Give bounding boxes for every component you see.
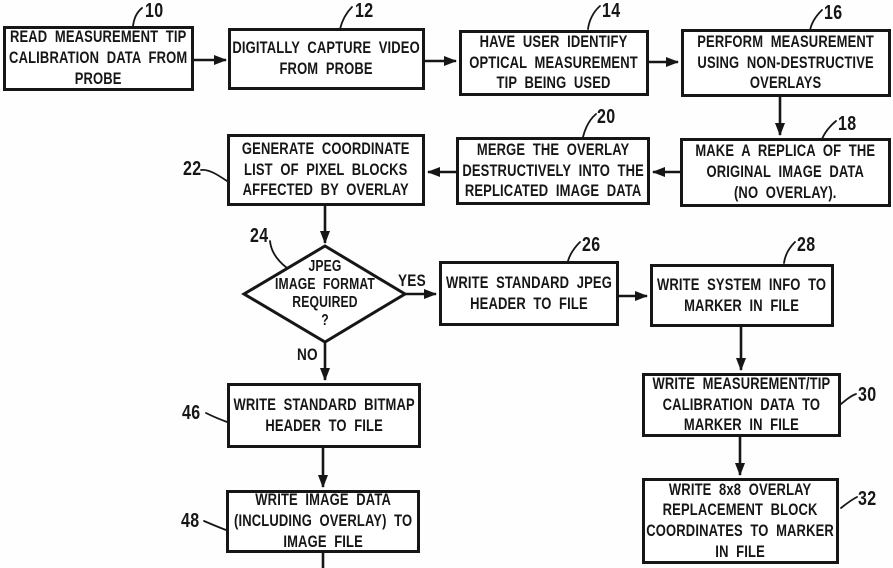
flow-box-46-label: WRITE STANDARD BITMAP HEADER TO FILE	[233, 394, 415, 435]
flow-box-46	[227, 383, 421, 448]
branch-label-yes: YES	[398, 271, 426, 290]
flow-box-28-label: WRITE SYSTEM INFO TO MARKER IN FILE	[657, 274, 827, 315]
flow-box-18	[680, 138, 891, 207]
leader-28	[784, 242, 795, 263]
flow-box-32-label: WRITE 8x8 OVERLAY REPLACEMENT BLOCK COORDINATES TO MARKER IN FILE	[646, 479, 835, 561]
flow-box-32	[642, 478, 839, 564]
decision-24-text-area	[245, 250, 405, 338]
flow-box-48	[226, 490, 420, 553]
leader-10	[133, 8, 142, 26]
ref-label-20: 20	[597, 106, 616, 128]
ref-label-30: 30	[858, 384, 877, 406]
flow-box-28	[650, 264, 834, 327]
leader-12	[340, 7, 352, 29]
ref-label-12: 12	[355, 0, 374, 22]
ref-label-22: 22	[183, 158, 202, 180]
ref-label-48: 48	[181, 510, 200, 532]
flow-box-20-label: MERGE THE OVERLAY DESTRUCTIVELY INTO THE REPLICATED IMAGE DATA	[462, 139, 644, 201]
leader-20	[583, 114, 596, 137]
ref-label-46: 46	[182, 402, 201, 424]
flow-box-12	[228, 28, 425, 90]
ref-label-18: 18	[838, 113, 857, 135]
flow-box-26	[439, 261, 619, 326]
flow-box-14	[459, 30, 649, 96]
flow-box-16	[681, 29, 891, 97]
flow-box-20	[456, 137, 650, 205]
flow-box-16-label: PERFORM MEASUREMENT USING NON-DESTRUCTIVE OVERLAYS	[697, 31, 875, 93]
leader-14	[588, 6, 600, 29]
leader-32	[841, 497, 857, 508]
leader-18	[822, 121, 836, 139]
leader-46	[206, 413, 227, 422]
flow-box-10	[3, 26, 194, 91]
flow-box-14-label: HAVE USER IDENTIFY OPTICAL MEASUREMENT TIP BEING USED	[469, 31, 639, 93]
flow-box-10-label: READ MEASUREMENT TIP CALIBRATION DATA FROM PROBE	[9, 27, 188, 88]
ref-label-14: 14	[602, 0, 621, 22]
ref-label-24: 24	[250, 225, 269, 247]
flow-box-30-label: WRITE MEASUREMENT/TIP CALIBRATION DATA TO MARKER IN FILE	[652, 373, 831, 435]
decision-24-label: JPEG IMAGE FORMAT REQUIRED ?	[275, 258, 375, 329]
ref-label-32: 32	[858, 488, 877, 510]
flow-box-30	[642, 373, 841, 437]
ref-label-10: 10	[145, 0, 164, 22]
leader-30	[841, 394, 856, 404]
ref-label-26: 26	[582, 234, 601, 256]
flow-box-12-label: DIGITALLY CAPTURE VIDEO FROM PROBE	[232, 38, 421, 78]
leader-48	[204, 521, 226, 530]
ref-label-16: 16	[824, 2, 843, 24]
leader-26	[568, 242, 580, 261]
leader-22	[201, 170, 227, 181]
flow-box-26-label: WRITE STANDARD JPEG HEADER TO FILE	[446, 272, 612, 313]
flow-box-48-label: WRITE IMAGE DATA (INCLUDING OVERLAY) TO IMAGE FILE	[233, 490, 413, 551]
flow-box-22	[227, 134, 425, 206]
flow-box-22-label: GENERATE COORDINATE LIST OF PIXEL BLOCKS AFFECTED BY OVERLAY	[242, 138, 410, 200]
ref-label-28: 28	[797, 234, 816, 256]
branch-label-no: NO	[297, 345, 318, 364]
leader-16	[810, 10, 822, 31]
flow-box-18-label: MAKE A REPLICA OF THE ORIGINAL IMAGE DATA (NO OVERLAY).	[695, 141, 876, 202]
